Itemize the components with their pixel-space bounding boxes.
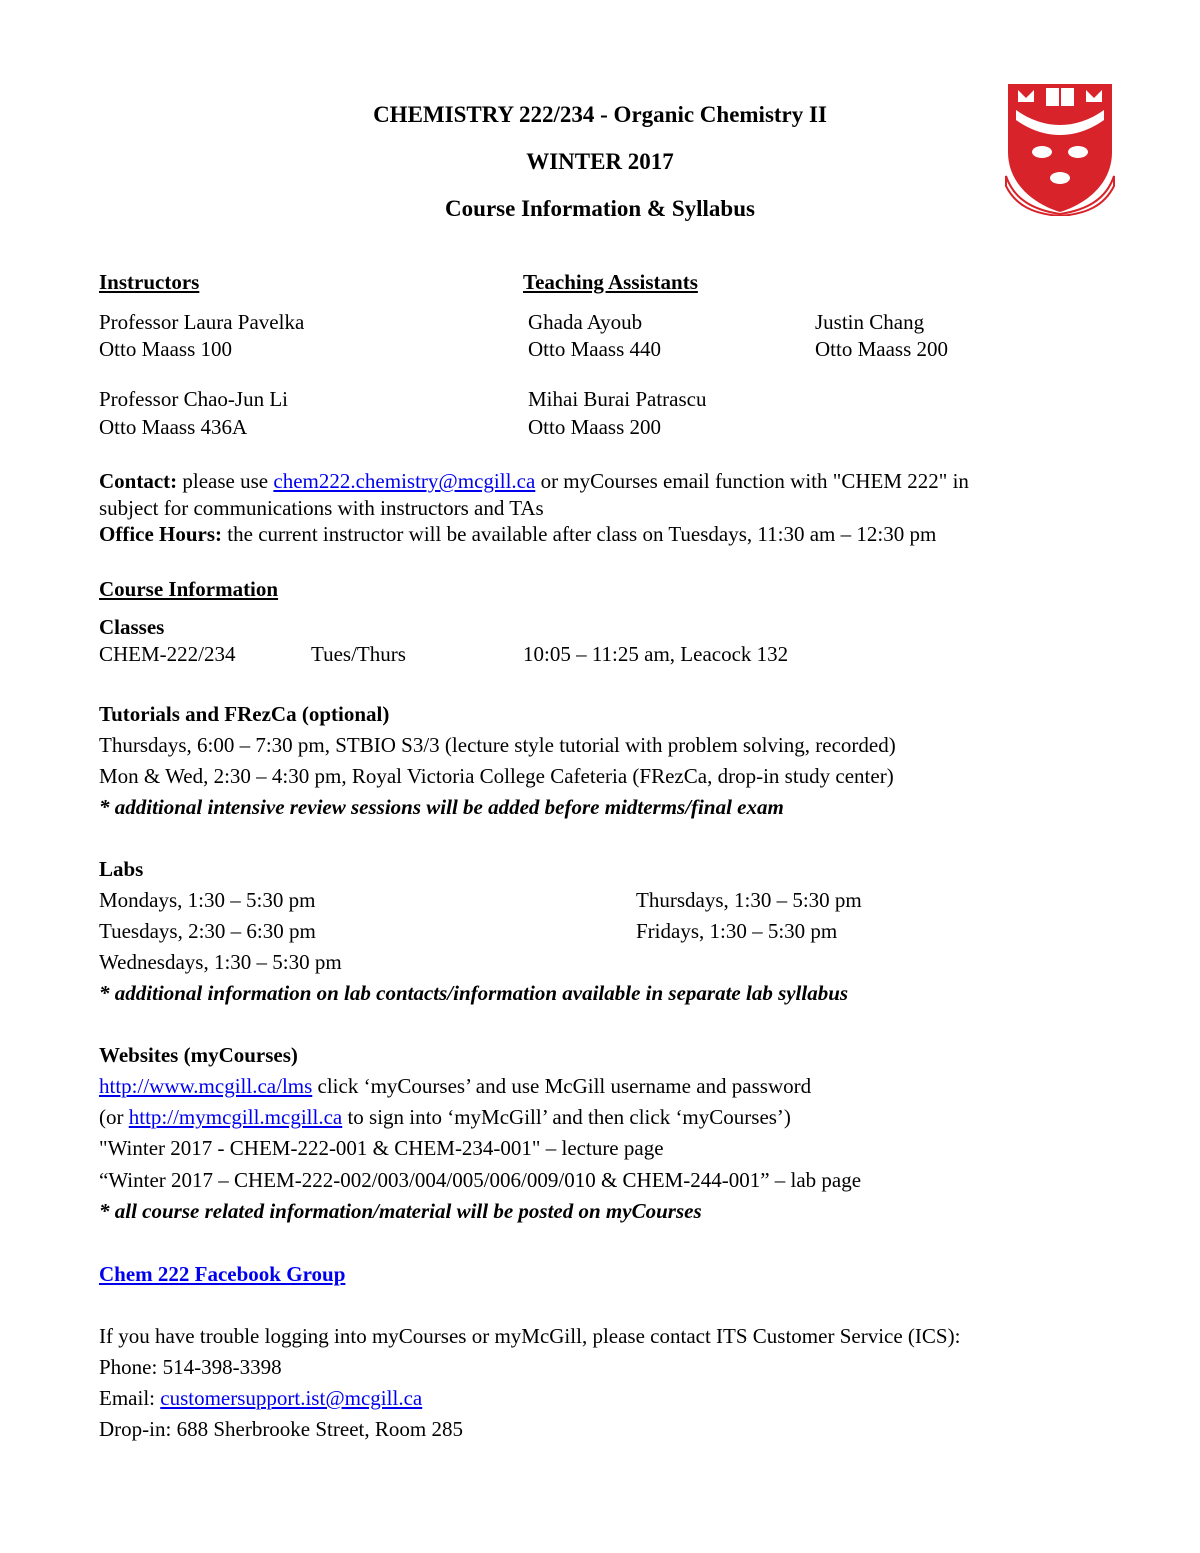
mcgill-crest-icon [1004, 80, 1116, 216]
websites-heading: Websites (myCourses) [99, 1043, 298, 1067]
lms-link[interactable]: http://www.mcgill.ca/lms [99, 1074, 313, 1098]
tutorials-heading: Tutorials and FRezCa (optional) [99, 702, 390, 726]
ta-name: Mihai Burai Patrascu [528, 387, 707, 411]
lab-page-line: “Winter 2017 – CHEM-222-002/003/004/005/006/009/010 & CHEM-244-001” – lab page [99, 1168, 862, 1192]
instructor-name: Professor Chao-Jun Li [99, 387, 288, 411]
lab-slot: Thursdays, 1:30 – 5:30 pm [636, 888, 862, 912]
support-email-line [99, 1386, 422, 1411]
contact-email-link[interactable]: chem222.chemistry@mcgill.ca [273, 469, 536, 493]
instructor-office: Otto Maass 436A [99, 415, 248, 439]
lab-slot: Wednesdays, 1:30 – 5:30 pm [99, 950, 342, 974]
office-hours-text: the current instructor will be available after class on Tuesdays, 11:30 am – 12:30 pm [227, 522, 937, 546]
facebook-group-link[interactable]: Chem 222 Facebook Group [99, 1262, 346, 1286]
classes-heading: Classes [99, 615, 165, 639]
support-phone: Phone: 514-398-3398 [99, 1355, 282, 1379]
lms-line [99, 1074, 811, 1099]
lab-slot: Mondays, 1:30 – 5:30 pm [99, 888, 316, 912]
ta-office: Otto Maass 200 [815, 337, 948, 361]
instructors-heading: Instructors [99, 270, 200, 294]
tutorial-note: * additional intensive review sessions will be added before midterms/final exam [99, 795, 784, 819]
class-code: CHEM-222/234 [99, 642, 236, 666]
term-title: WINTER 2017 [526, 149, 674, 174]
ta-name: Justin Chang [815, 310, 925, 334]
lms-text: click ‘myCourses’ and use McGill username and password [317, 1074, 812, 1098]
instructor-name: Professor Laura Pavelka [99, 310, 305, 334]
alt-pre: (or [99, 1105, 124, 1129]
office-hours-line [99, 522, 936, 547]
ta-office: Otto Maass 200 [528, 415, 661, 439]
lecture-page-line: "Winter 2017 - CHEM-222-001 & CHEM-234-001" – lecture page [99, 1136, 664, 1160]
websites-note: * all course related information/material will be posted on myCourses [99, 1199, 702, 1223]
tutorial-line: Thursdays, 6:00 – 7:30 pm, STBIO S3/3 (lecture style tutorial with problem solving, recorded) [99, 733, 896, 757]
class-days: Tues/Thurs [311, 642, 406, 666]
labs-note: * additional information on lab contacts/information available in separate lab syllabus [99, 981, 849, 1005]
alt-line [99, 1105, 791, 1130]
facebook-line [99, 1262, 345, 1287]
ta-name: Ghada Ayoub [528, 310, 643, 334]
lab-slot: Tuesdays, 2:30 – 6:30 pm [99, 919, 316, 943]
contact-line [99, 469, 969, 494]
support-intro: If you have trouble logging into myCourses or myMcGill, please contact ITS Customer Service (ICS): [99, 1324, 961, 1348]
alt-post: to sign into ‘myMcGill’ and then click ‘myCourses’) [347, 1105, 791, 1129]
tutorial-line: Mon & Wed, 2:30 – 4:30 pm, Royal Victoria College Cafeteria (FRezCa, drop-in study center) [99, 764, 894, 788]
tas-heading: Teaching Assistants [523, 270, 698, 294]
contact-label: Contact: [99, 469, 178, 493]
mymcgill-link[interactable]: http://mymcgill.mcgill.ca [128, 1105, 343, 1129]
support-dropin: Drop-in: 688 Sherbrooke Street, Room 285 [99, 1417, 463, 1441]
instructor-office: Otto Maass 100 [99, 337, 232, 361]
ta-office: Otto Maass 440 [528, 337, 661, 361]
page-title: CHEMISTRY 222/234 - Organic Chemistry II [373, 102, 827, 127]
subtitle: Course Information & Syllabus [445, 196, 755, 221]
class-time: 10:05 – 11:25 am, Leacock 132 [523, 642, 789, 666]
contact-post: or myCourses email function with "CHEM 222" in [540, 469, 969, 493]
contact-line-2: subject for communications with instructors and TAs [99, 496, 544, 520]
lab-slot: Fridays, 1:30 – 5:30 pm [636, 919, 838, 943]
support-email-link[interactable]: customersupport.ist@mcgill.ca [160, 1386, 423, 1410]
office-hours-label: Office Hours: [99, 522, 223, 546]
support-email-label: Email: [99, 1386, 155, 1410]
labs-heading: Labs [99, 857, 144, 881]
contact-pre: please use [182, 469, 269, 493]
course-info-heading: Course Information [99, 577, 279, 601]
